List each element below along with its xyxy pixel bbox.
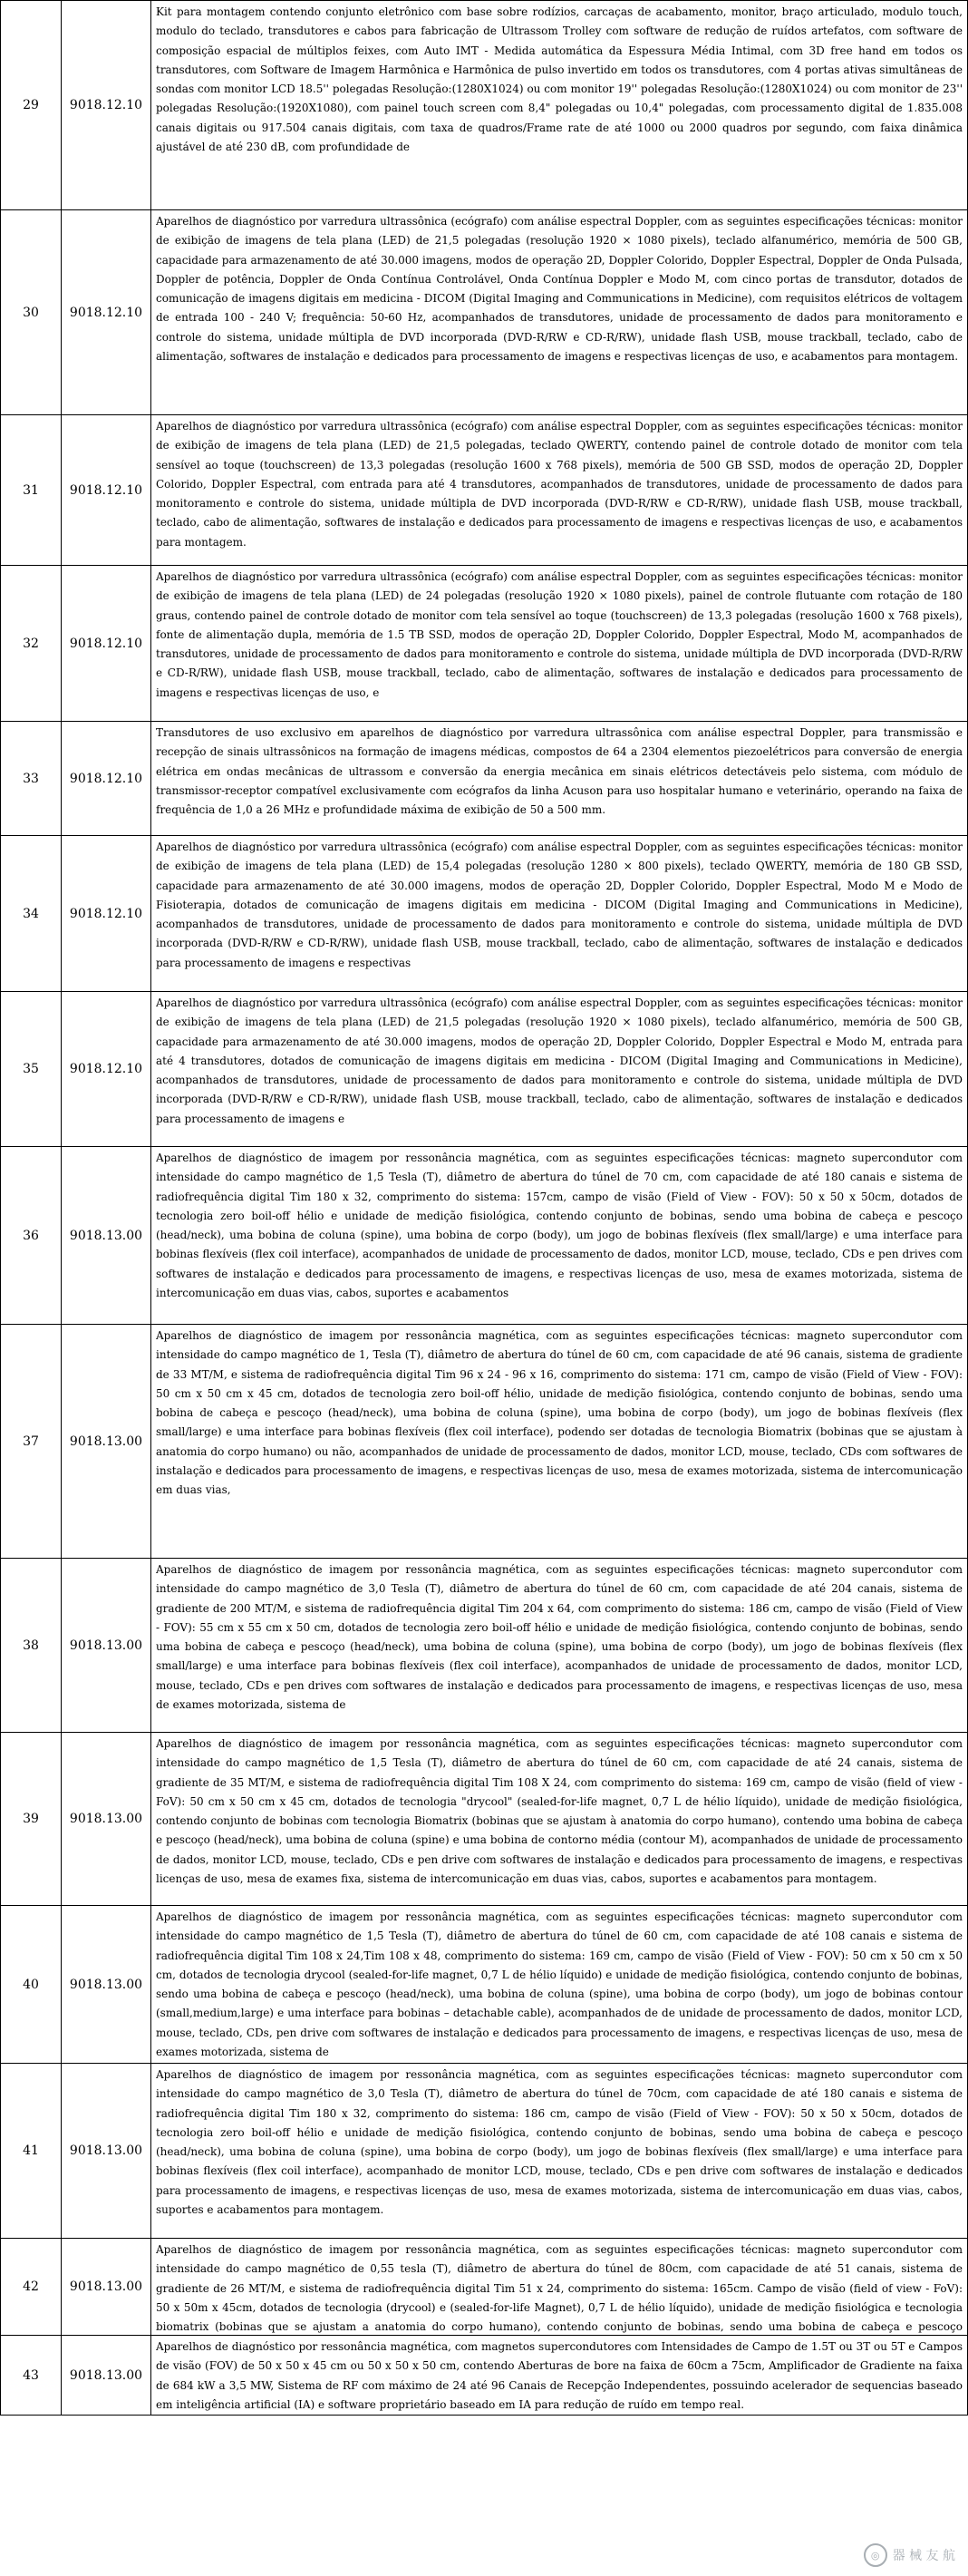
product-description-cell xyxy=(151,1325,968,1559)
item-number: 32 xyxy=(1,566,62,722)
product-description-cell xyxy=(151,1559,968,1733)
table-row xyxy=(1,2239,968,2336)
ncm-code: 9018.12.10 xyxy=(62,992,151,1147)
product-description-cell xyxy=(151,210,968,415)
product-description: Aparelhos de diagnóstico de imagem por ressonância magnética, com as seguintes especificações técnicas: magneto supercondutor com intensidade do campo magnético de 3,0 Tesla (T), diâmetro de abertura do túnel de 60 cm, com capacidade de até 204 canais, sistema de gradiente de 200 MT/M, e sistema de radiofrequência digital Tim 204 x 64, com comprimento do sistema: 186 cm, campo de visão (Field of View - FOV): 55 cm x 55 cm x 50 cm, dotados de tecnologia zero boil-off hélio e unidade de medição fisiológica, contendo conjunto de bobinas, sendo uma bobina de cabeça e pescoço (head/neck), uma bobina de coluna (spine), uma bobina de corpo (body), um jogo de bobinas flexíveis (flex small/large) e uma interface para bobinas flexíveis (flex coil interface), acompanhados de unidade de processamento de dados, monitor LCD, mouse, teclado, CDs e pen drives com softwares de instalação e dedicados para processamento de imagens, e respectivas licenças de uso, mesa de exames motorizada, sistema de xyxy=(156,1563,963,1712)
ncm-code: 9018.13.00 xyxy=(62,1733,151,1906)
product-description: Transdutores de uso exclusivo em aparelhos de diagnóstico por varredura ultrassônica com análise espectral Doppler, para transmissão e recepção de sinais ultrassônicos na formação de imagens médicas, compostos de 64 a 2304 elementos piezoelétricos para conversão de energia elétrica em ondas mecânicas de ultrassom e conversão da energia mecânica em sinais elétricos detectáveis pelo sistema, com módulo de transmissor-receptor compatível exclusivamente com ecógrafos da linha Acuson para uso hospitalar humano e veterinário, operando na faixa de frequência de 1,0 a 26 MHz e profundidade máxima de exibição de 50 a 500 mm. xyxy=(156,726,963,817)
wechat-logo-icon: ◎ xyxy=(864,2543,887,2567)
product-description-cell xyxy=(151,415,968,566)
ncm-code: 9018.13.00 xyxy=(62,1906,151,2064)
ncm-code: 9018.13.00 xyxy=(62,1325,151,1559)
item-number: 31 xyxy=(1,415,62,566)
ncm-code: 9018.12.10 xyxy=(62,566,151,722)
table-row xyxy=(1,2336,968,2416)
product-description: Aparelhos de diagnóstico de imagem por ressonância magnética, com as seguintes especificações técnicas: magneto supercondutor com intensidade do campo magnético de 1,5 Tesla (T), diâmetro de abertura do túnel de 70 cm, com capacidade de até 180 canais e sistema de radiofrequência digital Tim 180 x 32, comprimento do sistema: 157cm, campo de visão (Field of View - FOV): 50 x 50 x 50cm, dotados de tecnologia zero boil-off hélio e unidade de medição fisiológica, contendo conjunto de bobinas, sendo uma bobina de cabeça e pescoço (head/neck), uma bobina de coluna (spine), uma bobina de corpo (body), um jogo de bobinas flexíveis (flex small/large) e uma interface para bobinas flexíveis (flex coil interface), acompanhados de unidade de processamento de dados, monitor LCD, mouse, teclado, CDs e pen drives com softwares de instalação e dedicados para processamento de imagens, e respectivas licenças de uso, mesa de exames motorizada, sistema de intercomunicação em duas vias, cabos, suportes e acabamentos xyxy=(156,1152,963,1300)
product-description: Aparelhos de diagnóstico de imagem por ressonância magnética, com as seguintes especificações técnicas: magneto supercondutor com intensidade do campo magnético de 1,5 Tesla (T), diâmetro de abertura do túnel de 60 cm, com capacidade de até 24 canais, sistema de gradiente de 35 MT/M, e sistema de radiofrequência digital Tim 108 X 24, com comprimento do sistema: 169 cm, campo de visão (field of view - FoV): 50 cm x 50 cm x 45 cm, dotados de tecnologia "drycool" (sealed-for-life magnet, 0,7 L de hélio líquido), unidade de medição fisiológica, contendo conjunto de bobinas com tecnologia Biomatrix (bobinas que se ajustam à anatomia do corpo humano), contendo uma bobina de cabeça e pescoço (head/neck), uma bobina de coluna (spine) e uma bobina de contorno média (contour M), acompanhados de unidade de processamento de dados, monitor LCD, mouse, teclado, CDs e pen drive com softwares de instalação e dedicados para processamento de imagens, e respectivas licenças de uso, mesa de exames fixa, sistema de intercomunicação em duas vias, cabos, suportes e acabamentos para montagem. xyxy=(156,1737,963,1886)
ncm-code: 9018.12.10 xyxy=(62,415,151,566)
product-description: Kit para montagem contendo conjunto eletrônico com base sobre rodízios, carcaças de acabamento, monitor, braço articulado, modulo touch, modulo do teclado, transdutores e cabos para fabricação de Ultrassom Trolley com software de redução de ruídos artefatos, com software de composição espacial de múltiplos feixes, com Auto IMT - Medida automática da Espessura Média Intimal, com 3D free hand em todos os transdutores, com Software de Imagem Harmônica e Harmônica de pulso invertido em todos os transdutores, com 4 portas ativas simultâneas de sondas com monitor LCD 18.5'' polegadas Resolução:(1280X1024) ou com monitor 19'' polegadas Resolução:(1280X1024) ou com monitor de 23'' polegadas Resolução:(1920X1080), com painel touch screen com 8,4" polegadas ou 10,4" polegadas, com processamento digital de 1.835.008 canais digitais ou 917.504 canais digitais, com taxa de quadros/Frame rate de até 1000 ou 2000 quadros por segundo, com faixa dinâmica ajustável de até 230 dB, com profundidade de xyxy=(156,5,963,154)
table-row xyxy=(1,210,968,415)
item-number: 36 xyxy=(1,1147,62,1325)
item-number: 35 xyxy=(1,992,62,1147)
table-row xyxy=(1,1559,968,1733)
table-row xyxy=(1,1,968,210)
product-description: Aparelhos de diagnóstico por varredura ultrassônica (ecógrafo) com análise espectral Doppler, com as seguintes especificações técnicas: monitor de exibição de imagens de tela plana (LED) de 24 polegadas (resolução 1920 × 1080 pixels), painel de controle flutuante com rotação de 180 graus, contendo painel de controle dotado de monitor com tela sensível ao toque (touchscreen) de 13,3 polegadas (resolução 1600 x 768 pixels), fonte de alimentação dupla, memória de 1.5 TB SSD, modos de operação 2D, Doppler Colorido, Doppler Espectral, Modo M, acompanhados de transdutores, unidade de processamento de dados para monitoramento e controle do sistema, unidade múltipla de DVD incorporada (DVD-R/RW e CD-R/RW), unidade flash USB, mouse trackball, teclado, cabo de alimentação, softwares de instalação e dedicados para processamento de imagens e respectivas licenças de uso, e xyxy=(156,570,963,699)
table-row xyxy=(1,992,968,1147)
ncm-code: 9018.12.10 xyxy=(62,1,151,210)
product-description-cell xyxy=(151,1,968,210)
product-description-cell xyxy=(151,2239,968,2336)
product-description: Aparelhos de diagnóstico de imagem por ressonância magnética, com as seguintes especificações técnicas: magneto supercondutor com intensidade do campo magnético de 0,55 tesla (T), diâmetro de abertura do túnel de 80cm, com capacidade de até 51 canais, sistema de gradiente de 26 MT/M, e sistema de radiofrequência digital Tim 51 x 24, comprimento do sistema: 165cm. Campo de visão (field of view - FoV): 50 x 50m x 45cm, dotados de tecnologia (drycool) e (sealed-for-life Magnet), 0,7 L de hélio líquido), unidade de medição fisiológica e tecnologia biomatrix (bobinas que se ajustam a anatomia do corpo humano), contendo conjunto de bobinas, sendo uma bobina de cabeça e pescoço xyxy=(156,2243,963,2334)
product-description-cell xyxy=(151,836,968,992)
product-description: Aparelhos de diagnóstico de imagem por ressonância magnética, com as seguintes especificações técnicas: magneto supercondutor com intensidade do campo magnético de 1, Tesla (T), diâmetro de abertura do túnel de 60 cm, com capacidade de até 96 canais, sistema de gradiente de 33 MT/M, e sistema de radiofrequência digital Tim 96 x 24 - 96 x 16, comprimento do sistema: 171 cm, campo de visão (Field of View - FOV): 50 cm x 50 cm x 45 cm, dotados de tecnologia zero boil-off hélio, unidade de medição fisiológica, contendo conjunto de bobinas, sendo uma bobina de cabeça e pescoço (head/neck), uma bobina de coluna (spine), uma bobina de corpo (body), um jogo de bobinas flexíveis (flex small/large) e uma interface para bobinas flexíveis (flex coil interface), podendo ser dotadas de tecnologia Biomatrix (bobinas que se ajustam à anatomia do corpo humano) ou não, acompanhados de unidade de processamento de dados, monitor LCD, mouse, teclado, CDs com softwares de instalação e dedicados para processamento de imagens, e respectivas licenças de uso, mesa de exames motorizada, sistema de intercomunicação em duas vias, xyxy=(156,1329,963,1497)
item-number: 40 xyxy=(1,1906,62,2064)
product-description: Aparelhos de diagnóstico por ressonância magnética, com magnetos supercondutores com Intensidades de Campo de 1.5T ou 3T ou 5T e Campos de visão (FOV) de 50 x 50 x 45 cm ou 50 x 50 x 50 cm, contendo Aberturas de bore na faixa de 60cm a 75cm, Amplificador de Gradiente na faixa de 684 kW a 3,5 MW, Sistema de RF com máximo de 24 até 96 Canais de Recepção Independentes, possuindo acelerador de sequencias baseado em inteligência artificial (IA) e software proprietário baseado em IA para redução de ruído em tempo real. xyxy=(156,2340,963,2411)
item-number: 37 xyxy=(1,1325,62,1559)
product-description: Aparelhos de diagnóstico por varredura ultrassônica (ecógrafo) com análise espectral Doppler, com as seguintes especificações técnicas: monitor de exibição de imagens de tela plana (LED) de 21,5 polegadas, teclado QWERTY, contendo painel de controle dotado de monitor com tela sensível ao toque (touchscreen) de 13,3 polegadas (resolução 1600 x 768 pixels), memória de 500 GB SSD, modos de operação 2D, Doppler Colorido, Doppler Espectral, com entrada para até 4 transdutores, acompanhados de transdutores, unidade de processamento de dados para monitoramento e controle do sistema, unidade múltipla de DVD incorporada (DVD-R/RW e CD-R/RW), unidade flash USB, mouse trackball, teclado, cabo de alimentação, softwares de instalação e dedicados para processamento de imagens e respectivas licenças de uso, e acabamentos para montagem. xyxy=(156,420,963,549)
table-row xyxy=(1,1147,968,1325)
item-number: 43 xyxy=(1,2336,62,2416)
product-description-cell xyxy=(151,1906,968,2064)
ncm-code: 9018.13.00 xyxy=(62,2064,151,2239)
item-number: 38 xyxy=(1,1559,62,1733)
ncm-code: 9018.13.00 xyxy=(62,1559,151,1733)
product-description-cell xyxy=(151,2336,968,2416)
product-description-cell xyxy=(151,722,968,836)
product-description: Aparelhos de diagnóstico por varredura ultrassônica (ecógrafo) com análise espectral Doppler, com as seguintes especificações técnicas: monitor de exibição de imagens de tela plana (LED) de 21,5 polegadas (resolução 1920 × 1080 pixels), teclado alfanumérico, memória de 500 GB, capacidade para armazenamento de até 30.000 imagens, modos de operação 2D, Doppler Colorido, Doppler Espectral, Doppler de Onda Pulsada, Doppler de potência, Doppler de Onda Contínua Controlável, Onda Contínua Doppler e Modo M, com cinco portas de transdutor, dotados de comunicação de imagens digitais em medicina - DICOM (Digital Imaging and Communications in Medicine), com requisitos elétricos de voltagem de entrada 100 - 240 V; frequência: 50-60 Hz, acompanhados de transdutores, unidade de processamento de dados para monitoramento e controle do sistema, unidade múltipla de DVD incorporada (DVD-R/RW e CD-R/RW), unidade flash USB, mouse trackball, teclado, cabo de alimentação, softwares de instalação e dedicados para processamento de imagens e respectivas licenças de uso, e acabamentos para montagem. xyxy=(156,215,963,364)
item-number: 33 xyxy=(1,722,62,836)
table-row xyxy=(1,836,968,992)
table-row xyxy=(1,1733,968,1906)
product-description: Aparelhos de diagnóstico de imagem por ressonância magnética, com as seguintes especificações técnicas: magneto supercondutor com intensidade do campo magnético de 1,5 Tesla (T), diâmetro de abertura do túnel de 60 cm, com capacidade de até 108 canais e sistema de radiofrequência digital Tim 108 x 24,Tim 108 x 48, comprimento do sistema: 169 cm, campo de visão (Field of View - FOV): 50 cm x 50 cm x 50 cm, dotados de tecnologia drycool (sealed-for-life magnet, 0,7 L de hélio líquido) e unidade de medição fisiológica, contendo conjunto de bobinas, sendo uma bobina de cabeça e pescoço (head/neck), uma bobina de coluna (spine), uma bobina de corpo (body), um jogo de bobinas contour (small,medium,large) e uma interface para bobinas – detachable cable), acompanhados de de unidade de processamento de dados, monitor LCD, mouse, teclado, CDs, pen drive com softwares de instalação e dedicados para processamento de imagens, e respectivas licenças de uso, mesa de exames motorizada, sistema de xyxy=(156,1910,963,2059)
table-row xyxy=(1,415,968,566)
item-number: 34 xyxy=(1,836,62,992)
watermark xyxy=(864,2543,955,2567)
product-description-cell xyxy=(151,992,968,1147)
watermark-text: 器 械 友 航 xyxy=(892,2549,955,2563)
item-number: 30 xyxy=(1,210,62,415)
product-description: Aparelhos de diagnóstico por varredura ultrassônica (ecógrafo) com análise espectral Doppler, com as seguintes especificações técnicas: monitor de exibição de imagens de tela plana (LED) de 15,4 polegadas (resolução 1280 × 800 pixels), teclado QWERTY, memória de 180 GB SSD, capacidade para armazenamento de até 30.000 imagens, modos de operação 2D, Doppler Colorido, Doppler Espectral, Modo M e Modo de Fisioterapia, dotados de comunicação de imagens digitais em medicina - DICOM (Digital Imaging and Communications in Medicine), acompanhados de transdutores, unidade de processamento de dados para monitoramento e controle do sistema, unidade múltipla de DVD incorporada (DVD-R/RW e CD-R/RW), unidade flash USB, mouse trackball, teclado, cabo de alimentação, softwares de instalação e dedicados para processamento de imagens e respectivas xyxy=(156,841,963,969)
item-number: 42 xyxy=(1,2239,62,2336)
ncm-code: 9018.12.10 xyxy=(62,836,151,992)
ncm-code: 9018.13.00 xyxy=(62,2336,151,2416)
item-number: 39 xyxy=(1,1733,62,1906)
item-number: 29 xyxy=(1,1,62,210)
product-description-cell xyxy=(151,2064,968,2239)
product-description: Aparelhos de diagnóstico de imagem por ressonância magnética, com as seguintes especificações técnicas: magneto supercondutor com intensidade do campo magnético de 3,0 Tesla (T), diâmetro de abertura do túnel de 70cm, com capacidade de até 180 canais e sistema de radiofrequência digital Tim 180 x 32, comprimento do sistema: 186 cm, campo de visão (Field of View - FOV): 50 x 50 x 50cm, dotados de tecnologia zero boil-off hélio e unidade de medição fisiológica, contendo conjunto de bobinas, sendo uma bobina de cabeça e pescoço (head/neck), uma bobina de coluna (spine), uma bobina de corpo (body), um jogo de bobinas flexíveis (flex small/large) e uma interface para bobinas flexíveis (flex coil interface), acompanhado de monitor LCD, mouse, teclado, CDs e pen drive com softwares de instalação e dedicados para processamento de imagens, e respectivas licenças de uso, mesa de exames motorizada, sistema de intercomunicação em duas vias, cabos, suportes e acabamentos para montagem. xyxy=(156,2068,963,2217)
table-row xyxy=(1,722,968,836)
product-description-cell xyxy=(151,566,968,722)
product-description: Aparelhos de diagnóstico por varredura ultrassônica (ecógrafo) com análise espectral Doppler, com as seguintes especificações técnicas: monitor de exibição de imagens de tela plana (LED) de 21,5 polegadas (resolução 1920 × 1080 pixels), teclado alfanumérico, memória de 500 GB, capacidade para armazenamento de até 30.000 imagens, modos de operação 2D, Doppler Colorido, Doppler Espectral e Modo M, entrada para até 4 transdutores, dotados de comunicação de imagens digitais em medicina - DICOM (Digital Imaging and Communications in Medicine), acompanhados de transdutores, unidade de processamento de dados para monitoramento e controle do sistema, unidade múltipla de DVD incorporada (DVD-R/RW e CD-R/RW), unidade flash USB, mouse trackball, teclado, cabo de alimentação, softwares de instalação e dedicados para processamento de imagens e xyxy=(156,996,963,1125)
table-row xyxy=(1,1906,968,2064)
product-description-cell xyxy=(151,1147,968,1325)
product-description-cell xyxy=(151,1733,968,1906)
ncm-code: 9018.12.10 xyxy=(62,210,151,415)
ncm-code: 9018.13.00 xyxy=(62,1147,151,1325)
table-row xyxy=(1,566,968,722)
table-row xyxy=(1,2064,968,2239)
table-row xyxy=(1,1325,968,1559)
item-number: 41 xyxy=(1,2064,62,2239)
ncm-code: 9018.13.00 xyxy=(62,2239,151,2336)
ncm-code: 9018.12.10 xyxy=(62,722,151,836)
